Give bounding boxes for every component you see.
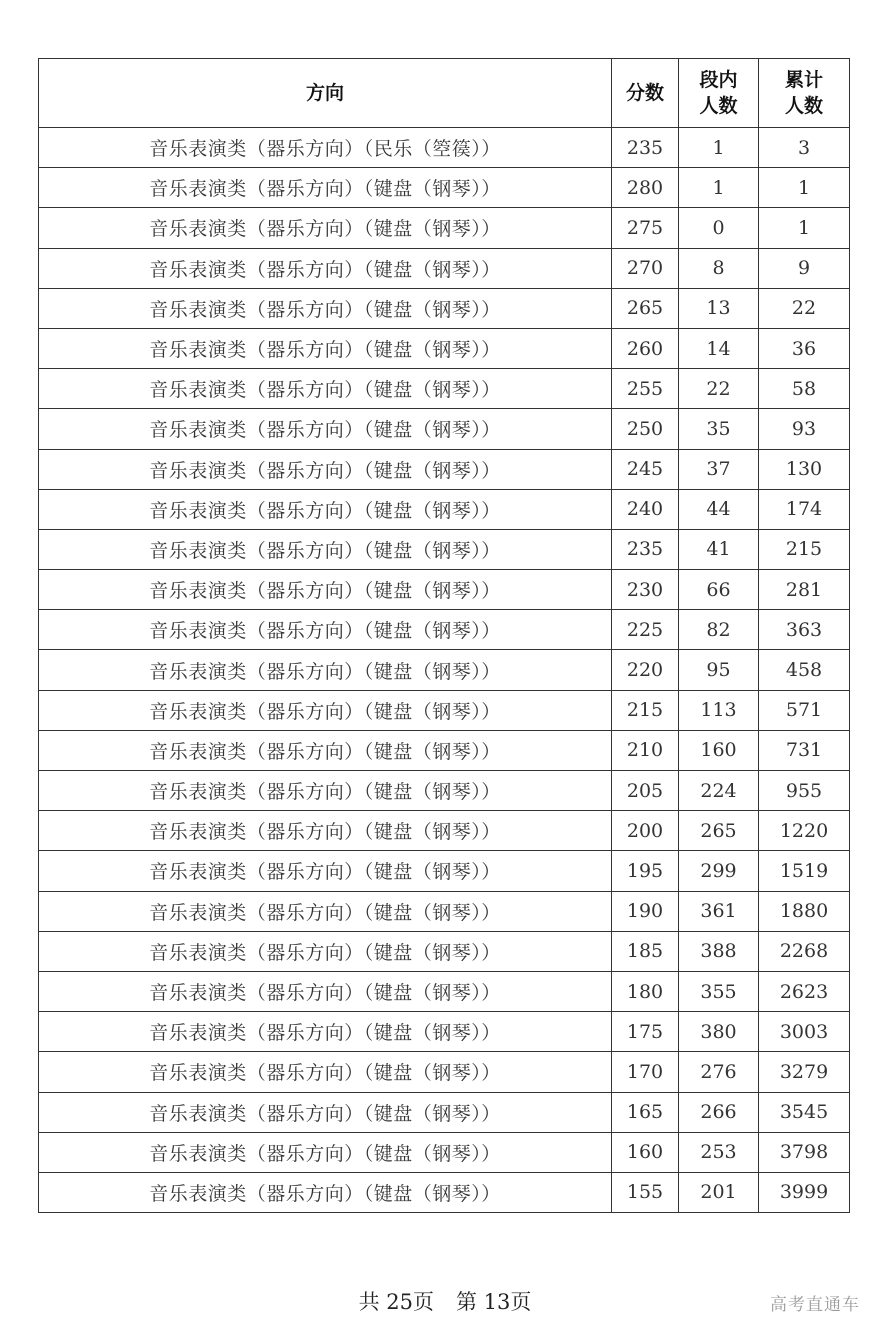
cell-score: 230 [612,570,679,610]
cell-in-band-count: 82 [679,610,759,650]
cell-in-band-count: 1 [679,128,759,168]
cell-in-band-count: 1 [679,168,759,208]
cell-direction: 音乐表演类（器乐方向）（键盘（钢琴）） [39,208,612,248]
table-row [39,489,850,529]
cell-in-band-count: 0 [679,208,759,248]
cell-in-band-count: 361 [679,891,759,931]
page-footer [0,1286,890,1316]
cell-direction: 音乐表演类（器乐方向）（键盘（钢琴）） [39,570,612,610]
cell-score: 245 [612,449,679,489]
cell-cumulative-count: 3279 [759,1052,850,1092]
cell-score: 160 [612,1132,679,1172]
cell-in-band-count: 388 [679,931,759,971]
cell-cumulative-count: 1220 [759,811,850,851]
cell-in-band-count: 8 [679,248,759,288]
cell-in-band-count: 265 [679,811,759,851]
header-score: 分数 [612,59,679,128]
score-distribution-table [38,58,850,1213]
cell-direction: 音乐表演类（器乐方向）（键盘（钢琴）） [39,449,612,489]
cell-direction: 音乐表演类（器乐方向）（键盘（钢琴）） [39,931,612,971]
table-row [39,971,850,1011]
table-row [39,328,850,368]
cell-score: 220 [612,650,679,690]
cell-cumulative-count: 1880 [759,891,850,931]
cell-cumulative-count: 93 [759,409,850,449]
cell-score: 235 [612,529,679,569]
cell-direction: 音乐表演类（器乐方向）（键盘（钢琴）） [39,891,612,931]
cell-direction: 音乐表演类（器乐方向）（键盘（钢琴）） [39,730,612,770]
cell-score: 270 [612,248,679,288]
cell-in-band-count: 95 [679,650,759,690]
cell-cumulative-count: 215 [759,529,850,569]
header-row [39,59,850,128]
table-row [39,1012,850,1052]
table-row [39,811,850,851]
cell-cumulative-count: 22 [759,288,850,328]
header-direction: 方向 [39,59,612,128]
table-row [39,208,850,248]
cell-in-band-count: 44 [679,489,759,529]
table-row [39,128,850,168]
table-row [39,690,850,730]
cell-cumulative-count: 3999 [759,1172,850,1212]
cell-score: 265 [612,288,679,328]
cell-in-band-count: 266 [679,1092,759,1132]
cell-cumulative-count: 458 [759,650,850,690]
cell-cumulative-count: 3003 [759,1012,850,1052]
cell-cumulative-count: 3 [759,128,850,168]
cell-cumulative-count: 58 [759,369,850,409]
cell-cumulative-count: 174 [759,489,850,529]
cell-in-band-count: 37 [679,449,759,489]
cell-score: 240 [612,489,679,529]
cell-score: 170 [612,1052,679,1092]
table-row [39,650,850,690]
header-cumulative-count: 累计人数 [759,59,850,128]
cell-score: 195 [612,851,679,891]
cell-in-band-count: 113 [679,690,759,730]
cell-score: 190 [612,891,679,931]
table-row [39,730,850,770]
cell-cumulative-count: 571 [759,690,850,730]
cell-cumulative-count: 3798 [759,1132,850,1172]
cell-direction: 音乐表演类（器乐方向）（键盘（钢琴）） [39,288,612,328]
cell-in-band-count: 14 [679,328,759,368]
table-row [39,1052,850,1092]
cell-in-band-count: 22 [679,369,759,409]
table-body [39,128,850,1213]
cell-direction: 音乐表演类（器乐方向）（键盘（钢琴）） [39,409,612,449]
cell-cumulative-count: 955 [759,771,850,811]
cell-direction: 音乐表演类（器乐方向）（键盘（钢琴）） [39,248,612,288]
cell-cumulative-count: 9 [759,248,850,288]
header-in-band-count: 段内人数 [679,59,759,128]
cell-direction: 音乐表演类（器乐方向）（键盘（钢琴）） [39,1052,612,1092]
cell-direction: 音乐表演类（器乐方向）（键盘（钢琴）） [39,851,612,891]
cell-cumulative-count: 2268 [759,931,850,971]
table-row [39,369,850,409]
cell-cumulative-count: 36 [759,328,850,368]
cell-score: 235 [612,128,679,168]
cell-direction: 音乐表演类（器乐方向）（键盘（钢琴）） [39,529,612,569]
table-row [39,570,850,610]
cell-cumulative-count: 1 [759,168,850,208]
table-row [39,851,850,891]
table-row [39,771,850,811]
cell-direction: 音乐表演类（器乐方向）（键盘（钢琴）） [39,369,612,409]
table-row [39,891,850,931]
cell-direction: 音乐表演类（器乐方向）（民乐（箜篌）） [39,128,612,168]
cell-score: 155 [612,1172,679,1212]
cell-in-band-count: 276 [679,1052,759,1092]
cell-direction: 音乐表演类（器乐方向）（键盘（钢琴）） [39,811,612,851]
cell-score: 175 [612,1012,679,1052]
cell-in-band-count: 201 [679,1172,759,1212]
table-row [39,1092,850,1132]
cell-in-band-count: 35 [679,409,759,449]
cell-score: 255 [612,369,679,409]
cell-in-band-count: 299 [679,851,759,891]
cell-cumulative-count: 731 [759,730,850,770]
table-row [39,409,850,449]
table-row [39,931,850,971]
cell-cumulative-count: 130 [759,449,850,489]
cell-direction: 音乐表演类（器乐方向）（键盘（钢琴）） [39,489,612,529]
cell-in-band-count: 224 [679,771,759,811]
cell-cumulative-count: 2623 [759,971,850,1011]
total-pages: 共 25页 [358,1290,434,1314]
cell-score: 210 [612,730,679,770]
cell-in-band-count: 41 [679,529,759,569]
cell-score: 215 [612,690,679,730]
cell-score: 205 [612,771,679,811]
table-row [39,1172,850,1212]
cell-score: 280 [612,168,679,208]
cell-in-band-count: 66 [679,570,759,610]
cell-in-band-count: 13 [679,288,759,328]
cell-direction: 音乐表演类（器乐方向）（键盘（钢琴）） [39,690,612,730]
cell-cumulative-count: 281 [759,570,850,610]
table-row [39,288,850,328]
current-page: 第 13页 [456,1290,532,1314]
cell-in-band-count: 253 [679,1132,759,1172]
cell-direction: 音乐表演类（器乐方向）（键盘（钢琴）） [39,328,612,368]
cell-direction: 音乐表演类（器乐方向）（键盘（钢琴）） [39,1132,612,1172]
cell-cumulative-count: 1519 [759,851,850,891]
table-row [39,449,850,489]
cell-direction: 音乐表演类（器乐方向）（键盘（钢琴）） [39,1012,612,1052]
table-row [39,610,850,650]
cell-direction: 音乐表演类（器乐方向）（键盘（钢琴）） [39,168,612,208]
cell-score: 165 [612,1092,679,1132]
cell-direction: 音乐表演类（器乐方向）（键盘（钢琴）） [39,650,612,690]
cell-direction: 音乐表演类（器乐方向）（键盘（钢琴）） [39,771,612,811]
table-row [39,1132,850,1172]
table-row [39,168,850,208]
cell-score: 180 [612,971,679,1011]
cell-score: 185 [612,931,679,971]
table-header [39,59,850,128]
watermark: 高考直通车 [770,1295,860,1315]
cell-score: 250 [612,409,679,449]
cell-score: 225 [612,610,679,650]
table-row [39,529,850,569]
cell-in-band-count: 160 [679,730,759,770]
cell-cumulative-count: 1 [759,208,850,248]
cell-score: 200 [612,811,679,851]
cell-score: 260 [612,328,679,368]
table-row [39,248,850,288]
cell-score: 275 [612,208,679,248]
cell-direction: 音乐表演类（器乐方向）（键盘（钢琴）） [39,971,612,1011]
cell-direction: 音乐表演类（器乐方向）（键盘（钢琴）） [39,1092,612,1132]
cell-direction: 音乐表演类（器乐方向）（键盘（钢琴）） [39,1172,612,1212]
cell-in-band-count: 380 [679,1012,759,1052]
cell-cumulative-count: 363 [759,610,850,650]
cell-in-band-count: 355 [679,971,759,1011]
cell-cumulative-count: 3545 [759,1092,850,1132]
cell-direction: 音乐表演类（器乐方向）（键盘（钢琴）） [39,610,612,650]
